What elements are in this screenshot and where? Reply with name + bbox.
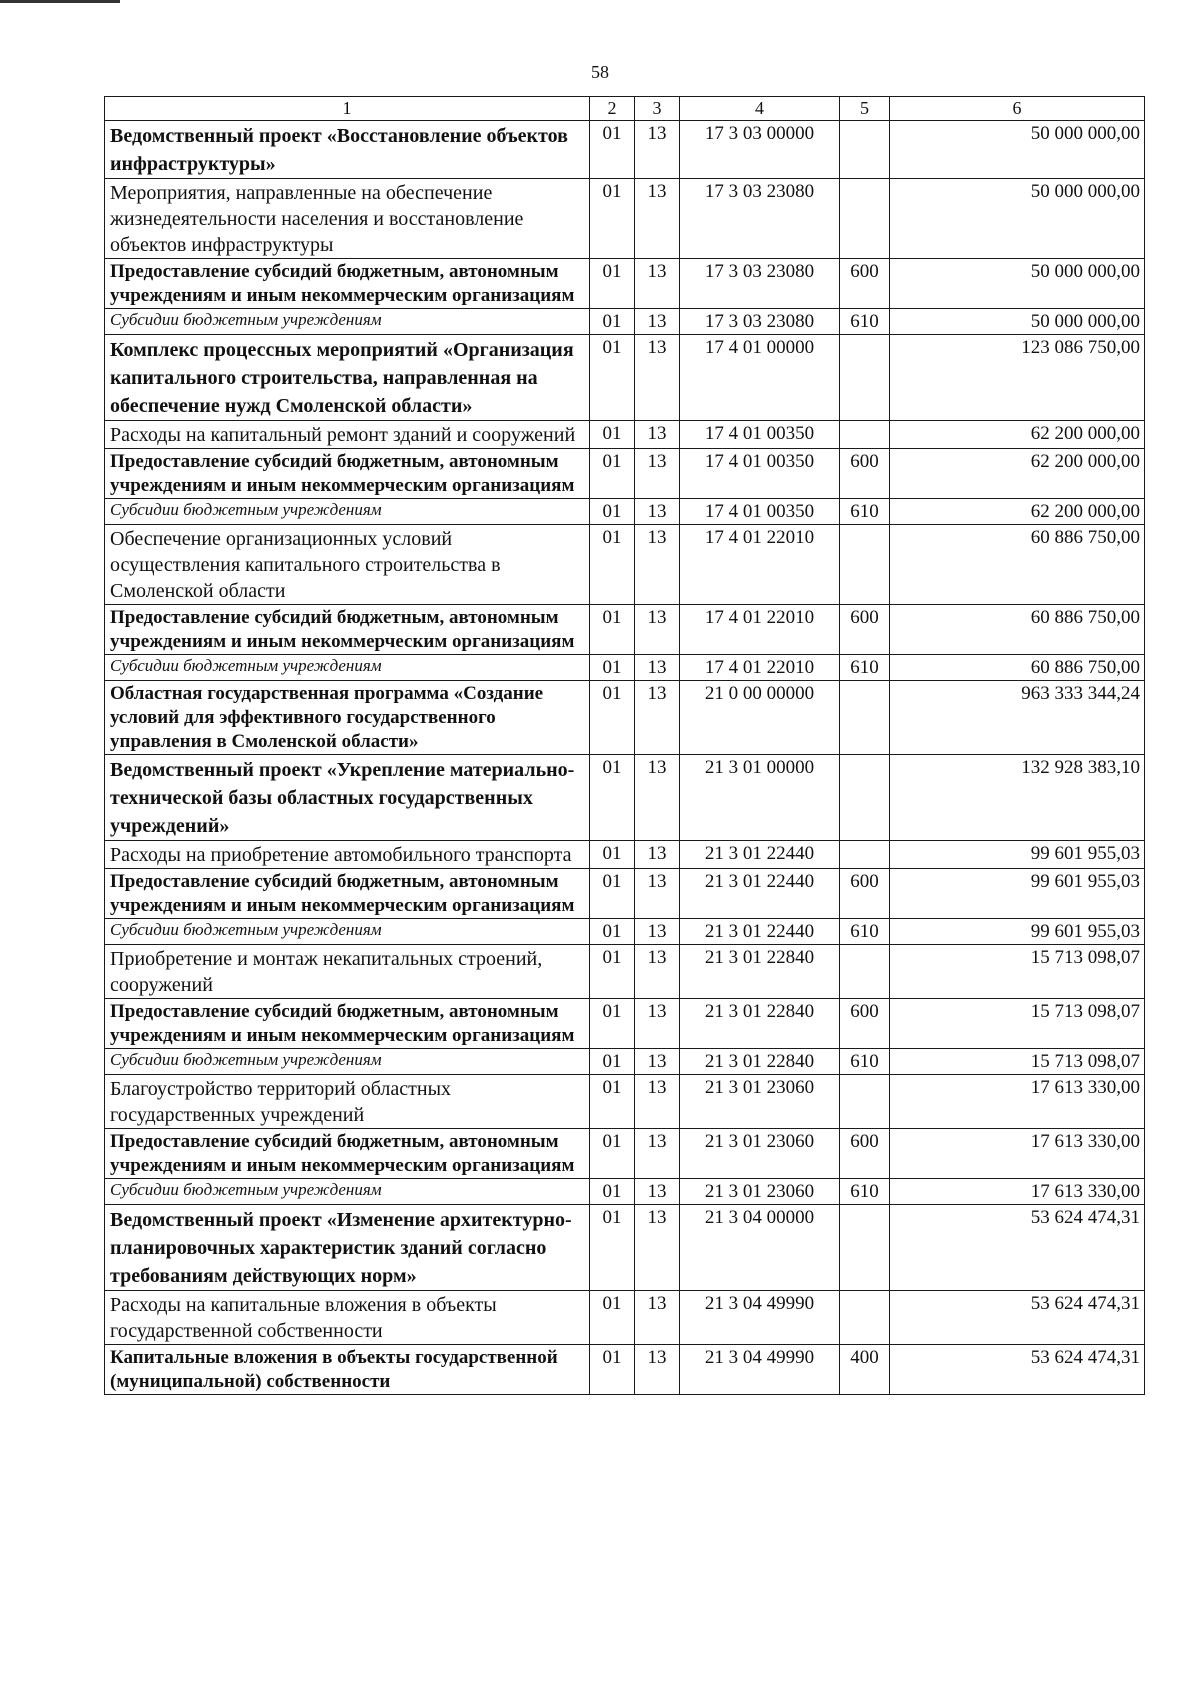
- row-target-article: 17 4 01 00350: [680, 421, 840, 449]
- row-amount: 53 624 474,31: [890, 1345, 1145, 1395]
- row-subsection-code: 13: [635, 1345, 680, 1395]
- row-amount: 99 601 955,03: [890, 841, 1145, 869]
- row-amount: 17 613 330,00: [890, 1179, 1145, 1205]
- row-amount: 53 624 474,31: [890, 1205, 1145, 1291]
- row-description: Предоставление субсидий бюджетным, автономным учреждениям и иным некоммерческим организациям: [105, 1129, 590, 1179]
- row-subsection-code: 13: [635, 1075, 680, 1129]
- row-description: Предоставление субсидий бюджетным, автономным учреждениям и иным некоммерческим организациям: [105, 449, 590, 499]
- row-amount: 963 333 344,24: [890, 681, 1145, 755]
- row-subsection-code: 13: [635, 335, 680, 421]
- row-target-article: 21 3 01 22840: [680, 999, 840, 1049]
- row-description: Ведомственный проект «Изменение архитектурно-планировочных характеристик зданий согласно требованиям действующих норм»: [105, 1205, 590, 1291]
- row-expense-type: 600: [840, 1129, 890, 1179]
- row-target-article: 21 3 01 23060: [680, 1075, 840, 1129]
- table-row: [105, 1129, 1145, 1179]
- row-expense-type: [840, 945, 890, 999]
- row-amount: 50 000 000,00: [890, 179, 1145, 259]
- row-amount: 123 086 750,00: [890, 335, 1145, 421]
- row-section-code: 01: [590, 681, 635, 755]
- row-expense-type: 610: [840, 655, 890, 681]
- row-section-code: 01: [590, 1179, 635, 1205]
- scan-edge-mark: [0, 0, 120, 3]
- row-expense-type: [840, 681, 890, 755]
- row-expense-type: [840, 179, 890, 259]
- header-col-3: 3: [635, 97, 680, 121]
- row-description: Приобретение и монтаж некапитальных строений, сооружений: [105, 945, 590, 999]
- header-col-2: 2: [590, 97, 635, 121]
- row-target-article: 17 3 03 23080: [680, 259, 840, 309]
- row-section-code: 01: [590, 1049, 635, 1075]
- row-amount: 60 886 750,00: [890, 525, 1145, 605]
- row-target-article: 17 4 01 00000: [680, 335, 840, 421]
- row-subsection-code: 13: [635, 655, 680, 681]
- row-target-article: 17 3 03 23080: [680, 309, 840, 335]
- row-description: Субсидии бюджетным учреждениям: [105, 1049, 590, 1075]
- row-section-code: 01: [590, 999, 635, 1049]
- row-amount: 15 713 098,07: [890, 1049, 1145, 1075]
- row-subsection-code: 13: [635, 1205, 680, 1291]
- row-section-code: 01: [590, 525, 635, 605]
- row-amount: 50 000 000,00: [890, 121, 1145, 179]
- row-subsection-code: 13: [635, 755, 680, 841]
- table-row: [105, 335, 1145, 421]
- row-description: Предоставление субсидий бюджетным, автономным учреждениям и иным некоммерческим организациям: [105, 259, 590, 309]
- row-expense-type: [840, 525, 890, 605]
- row-subsection-code: 13: [635, 919, 680, 945]
- row-section-code: 01: [590, 499, 635, 525]
- row-target-article: 17 4 01 22010: [680, 655, 840, 681]
- row-target-article: 21 3 01 22840: [680, 945, 840, 999]
- table-row: [105, 525, 1145, 605]
- table-row: [105, 869, 1145, 919]
- row-description: Расходы на приобретение автомобильного транспорта: [105, 841, 590, 869]
- row-section-code: 01: [590, 421, 635, 449]
- table-row: [105, 1075, 1145, 1129]
- table-row: [105, 259, 1145, 309]
- row-target-article: 17 4 01 00350: [680, 499, 840, 525]
- row-description: Комплекс процессных мероприятий «Организация капитального строительства, направленная на обеспечение нужд Смоленской области»: [105, 335, 590, 421]
- table-row: [105, 655, 1145, 681]
- row-section-code: 01: [590, 259, 635, 309]
- row-target-article: 21 3 01 23060: [680, 1129, 840, 1179]
- row-section-code: 01: [590, 121, 635, 179]
- table-row: [105, 449, 1145, 499]
- row-target-article: 21 3 01 22440: [680, 919, 840, 945]
- row-target-article: 17 3 03 23080: [680, 179, 840, 259]
- row-subsection-code: 13: [635, 1291, 680, 1345]
- row-target-article: 21 3 01 00000: [680, 755, 840, 841]
- row-target-article: 21 3 01 22840: [680, 1049, 840, 1075]
- row-expense-type: 610: [840, 1179, 890, 1205]
- row-description: Ведомственный проект «Укрепление материально-технической базы областных государственных учреждений»: [105, 755, 590, 841]
- row-description: Капитальные вложения в объекты государственной (муниципальной) собственности: [105, 1345, 590, 1395]
- table-row: [105, 121, 1145, 179]
- row-expense-type: [840, 121, 890, 179]
- table-row: [105, 179, 1145, 259]
- row-subsection-code: 13: [635, 121, 680, 179]
- row-amount: 15 713 098,07: [890, 945, 1145, 999]
- row-expense-type: 600: [840, 449, 890, 499]
- row-subsection-code: 13: [635, 309, 680, 335]
- row-subsection-code: 13: [635, 999, 680, 1049]
- row-amount: 15 713 098,07: [890, 999, 1145, 1049]
- row-section-code: 01: [590, 605, 635, 655]
- row-subsection-code: 13: [635, 605, 680, 655]
- row-target-article: 21 3 01 23060: [680, 1179, 840, 1205]
- table-row: [105, 605, 1145, 655]
- row-subsection-code: 13: [635, 499, 680, 525]
- row-expense-type: 600: [840, 605, 890, 655]
- row-expense-type: 610: [840, 1049, 890, 1075]
- row-section-code: 01: [590, 449, 635, 499]
- table-row: [105, 1345, 1145, 1395]
- row-expense-type: [840, 335, 890, 421]
- row-description: Обеспечение организационных условий осуществления капитального строительства в Смоленской области: [105, 525, 590, 605]
- row-expense-type: [840, 1205, 890, 1291]
- row-section-code: 01: [590, 335, 635, 421]
- row-description: Предоставление субсидий бюджетным, автономным учреждениям и иным некоммерческим организациям: [105, 605, 590, 655]
- row-section-code: 01: [590, 309, 635, 335]
- row-subsection-code: 13: [635, 681, 680, 755]
- row-expense-type: 600: [840, 869, 890, 919]
- row-target-article: 21 3 01 22440: [680, 841, 840, 869]
- row-subsection-code: 13: [635, 421, 680, 449]
- row-description: Расходы на капитальные вложения в объекты государственной собственности: [105, 1291, 590, 1345]
- row-section-code: 01: [590, 755, 635, 841]
- table-row: [105, 681, 1145, 755]
- row-expense-type: [840, 1075, 890, 1129]
- header-row: [105, 97, 1145, 121]
- row-target-article: 17 4 01 00350: [680, 449, 840, 499]
- row-expense-type: [840, 755, 890, 841]
- row-amount: 60 886 750,00: [890, 655, 1145, 681]
- row-subsection-code: 13: [635, 945, 680, 999]
- row-section-code: 01: [590, 945, 635, 999]
- row-expense-type: [840, 841, 890, 869]
- table-row: [105, 499, 1145, 525]
- row-expense-type: 610: [840, 919, 890, 945]
- row-subsection-code: 13: [635, 869, 680, 919]
- row-description: Благоустройство территорий областных государственных учреждений: [105, 1075, 590, 1129]
- row-description: Областная государственная программа «Создание условий для эффективного государственного управления в Смоленской области»: [105, 681, 590, 755]
- table-header: [105, 97, 1145, 121]
- row-amount: 17 613 330,00: [890, 1129, 1145, 1179]
- row-amount: 50 000 000,00: [890, 309, 1145, 335]
- table-row: [105, 755, 1145, 841]
- row-amount: 132 928 383,10: [890, 755, 1145, 841]
- row-subsection-code: 13: [635, 1129, 680, 1179]
- row-amount: 62 200 000,00: [890, 449, 1145, 499]
- table-row: [105, 999, 1145, 1049]
- row-description: Субсидии бюджетным учреждениям: [105, 919, 590, 945]
- row-target-article: 21 3 01 22440: [680, 869, 840, 919]
- table-row: [105, 1291, 1145, 1345]
- header-col-4: 4: [680, 97, 840, 121]
- row-description: Субсидии бюджетным учреждениям: [105, 655, 590, 681]
- row-target-article: 17 3 03 00000: [680, 121, 840, 179]
- header-col-1: 1: [105, 97, 590, 121]
- row-target-article: 17 4 01 22010: [680, 525, 840, 605]
- table-row: [105, 945, 1145, 999]
- row-description: Субсидии бюджетным учреждениям: [105, 499, 590, 525]
- row-section-code: 01: [590, 869, 635, 919]
- row-target-article: 17 4 01 22010: [680, 605, 840, 655]
- row-amount: 50 000 000,00: [890, 259, 1145, 309]
- page-number: 58: [591, 62, 609, 82]
- row-section-code: 01: [590, 1129, 635, 1179]
- row-expense-type: 610: [840, 309, 890, 335]
- row-description: Предоставление субсидий бюджетным, автономным учреждениям и иным некоммерческим организациям: [105, 999, 590, 1049]
- row-section-code: 01: [590, 1345, 635, 1395]
- row-expense-type: [840, 421, 890, 449]
- row-description: Субсидии бюджетным учреждениям: [105, 309, 590, 335]
- row-subsection-code: 13: [635, 841, 680, 869]
- row-expense-type: 610: [840, 499, 890, 525]
- table-row: [105, 309, 1145, 335]
- row-description: Ведомственный проект «Восстановление объектов инфраструктуры»: [105, 121, 590, 179]
- table-row: [105, 1179, 1145, 1205]
- row-section-code: 01: [590, 655, 635, 681]
- row-expense-type: 600: [840, 999, 890, 1049]
- row-section-code: 01: [590, 1205, 635, 1291]
- table-row: [105, 421, 1145, 449]
- row-amount: 60 886 750,00: [890, 605, 1145, 655]
- row-target-article: 21 3 04 49990: [680, 1291, 840, 1345]
- table-row: [105, 919, 1145, 945]
- row-expense-type: 400: [840, 1345, 890, 1395]
- row-subsection-code: 13: [635, 1179, 680, 1205]
- row-section-code: 01: [590, 1075, 635, 1129]
- row-description: Субсидии бюджетным учреждениям: [105, 1179, 590, 1205]
- header-col-6: 6: [890, 97, 1145, 121]
- row-subsection-code: 13: [635, 179, 680, 259]
- row-subsection-code: 13: [635, 1049, 680, 1075]
- row-section-code: 01: [590, 919, 635, 945]
- row-description: Мероприятия, направленные на обеспечение жизнедеятельности населения и восстановление объектов инфраструктуры: [105, 179, 590, 259]
- row-expense-type: [840, 1291, 890, 1345]
- row-target-article: 21 3 04 49990: [680, 1345, 840, 1395]
- table-body: [105, 121, 1145, 1395]
- header-col-5: 5: [840, 97, 890, 121]
- row-section-code: 01: [590, 841, 635, 869]
- table-row: [105, 1049, 1145, 1075]
- row-subsection-code: 13: [635, 525, 680, 605]
- row-description: Расходы на капитальный ремонт зданий и сооружений: [105, 421, 590, 449]
- row-amount: 62 200 000,00: [890, 499, 1145, 525]
- row-target-article: 21 3 04 00000: [680, 1205, 840, 1291]
- row-amount: 99 601 955,03: [890, 919, 1145, 945]
- row-amount: 99 601 955,03: [890, 869, 1145, 919]
- row-section-code: 01: [590, 179, 635, 259]
- row-expense-type: 600: [840, 259, 890, 309]
- budget-table: [104, 96, 1145, 1395]
- table-row: [105, 841, 1145, 869]
- row-subsection-code: 13: [635, 259, 680, 309]
- row-amount: 53 624 474,31: [890, 1291, 1145, 1345]
- row-target-article: 21 0 00 00000: [680, 681, 840, 755]
- table-row: [105, 1205, 1145, 1291]
- row-amount: 17 613 330,00: [890, 1075, 1145, 1129]
- row-description: Предоставление субсидий бюджетным, автономным учреждениям и иным некоммерческим организациям: [105, 869, 590, 919]
- row-section-code: 01: [590, 1291, 635, 1345]
- row-amount: 62 200 000,00: [890, 421, 1145, 449]
- row-subsection-code: 13: [635, 449, 680, 499]
